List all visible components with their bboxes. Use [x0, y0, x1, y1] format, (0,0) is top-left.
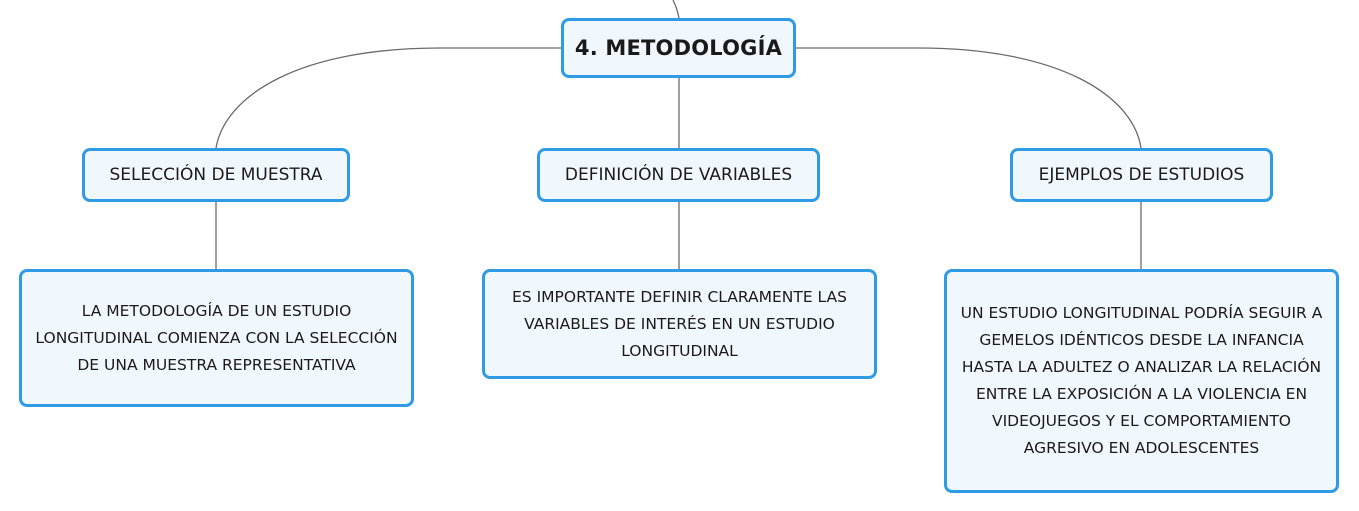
connector-from-parent	[673, 0, 679, 18]
connector-root-to-seleccion	[216, 48, 561, 148]
connector-root-to-ejemplos	[796, 48, 1141, 148]
detail-text: ES IMPORTANTE DEFINIR CLARAMENTE LAS VARIABLES DE INTERÉS EN UN ESTUDIO LONGITUDINAL	[512, 287, 847, 360]
root-topic-node[interactable]	[561, 18, 796, 78]
topic-node-seleccion-de-muestra[interactable]	[82, 148, 350, 202]
topic-label: EJEMPLOS DE ESTUDIOS	[1038, 165, 1245, 185]
detail-node-definicion[interactable]	[482, 269, 877, 379]
topic-node-definicion-de-variables[interactable]	[537, 148, 820, 202]
detail-node-ejemplos[interactable]	[944, 269, 1339, 493]
topic-node-ejemplos-de-estudios[interactable]	[1010, 148, 1273, 202]
topic-label: SELECCIÓN DE MUESTRA	[109, 165, 323, 185]
detail-text: UN ESTUDIO LONGITUDINAL PODRÍA SEGUIR A GEMELOS IDÉNTICOS DESDE LA INFANCIA HASTA LA ADULTEZ O ANALIZAR LA RELACIÓN ENTRE LA EXPOSICIÓN A LA VIOLENCIA EN VIDEOJUEGOS Y EL COMPORTAMIENTO AGRESIVO EN ADOLESCENTES	[960, 304, 1323, 457]
topic-label: DEFINICIÓN DE VARIABLES	[564, 165, 793, 185]
detail-text: LA METODOLOGÍA DE UN ESTUDIO LONGITUDINAL COMIENZA CON LA SELECCIÓN DE UNA MUESTRA REPRESENTATIVA	[35, 301, 398, 374]
detail-node-seleccion[interactable]	[19, 269, 414, 407]
root-topic-label: 4. METODOLOGÍA	[574, 36, 783, 60]
